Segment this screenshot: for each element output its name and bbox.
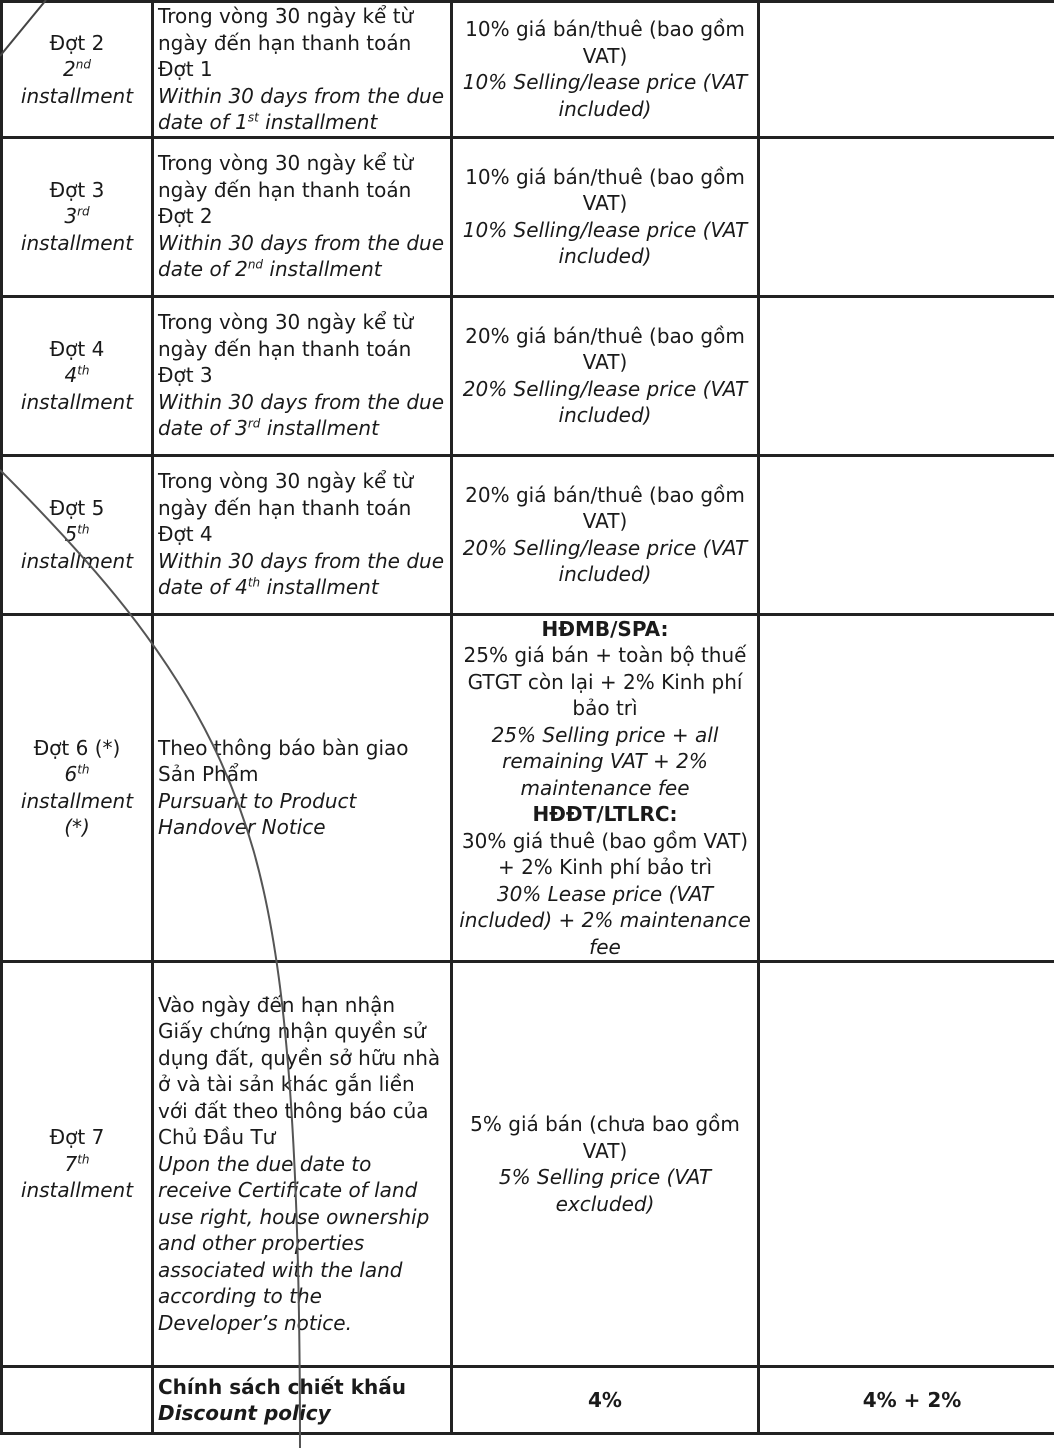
amount-cell [452,455,759,614]
amount-vi: 10% giá bán/thuê (bao gồm VAT) [465,17,745,68]
spa-en: 25% Selling price + all remaining VAT + 2% maintenance fee [491,722,719,800]
time-cell [153,455,452,614]
period-vi: Đợt 2 [49,30,105,55]
period-cell [2,614,153,962]
table-row-installment-2 [2,2,1054,138]
empty-cell [2,1367,153,1434]
period-sup: th [77,522,90,537]
amount-cell [452,137,759,296]
period-en: installment [20,788,134,813]
period-sup: rd [77,204,90,219]
amount-en: 20% Selling/lease price (VAT included) [462,535,748,586]
amount-vi: 5% giá bán (chưa bao gồm VAT) [470,1112,740,1163]
amount-cell [452,614,759,962]
time-cell [153,614,452,962]
table-row-installment-4 [2,296,1054,455]
spa-vi: 25% giá bán + toàn bộ thuế GTGT còn lại + 2% Kinh phí bảo trì [463,643,747,720]
period-en: installment [20,389,134,414]
table-row-installment-7 [2,962,1054,1367]
discount-label-cell [153,1367,452,1434]
time-vi: Trong vòng 30 ngày kể từ ngày đến hạn thanh toán Đợt 4 [158,469,414,547]
period-num: 4 [64,363,78,388]
period-vi: Đợt 4 [49,336,105,361]
empty-cell [759,137,1054,296]
time-en-suffix: installment [258,110,378,134]
time-vi: Trong vòng 30 ngày kể từ ngày đến hạn thanh toán Đợt 2 [158,151,414,229]
period-num: 5 [64,522,78,547]
period-sup: th [77,363,90,378]
time-en: Upon the due date to receive Certificate of land use right, house ownership and other properties associated with the land according to the Developer’s notice. [158,1151,430,1335]
spa-heading: HĐMB/SPA: [541,616,669,641]
time-en-sup: nd [247,257,264,272]
period-num: 2 [63,57,76,81]
amount-en: 20% Selling/lease price (VAT included) [462,376,748,427]
time-en: Within 30 days from the due date of 1 [158,83,445,134]
period-en: installment [20,230,134,255]
period-en: installment [20,1178,134,1203]
table-row-installment-6 [2,614,1054,962]
time-vi: Trong vòng 30 ngày kể từ ngày đến hạn thanh toán Đợt 3 [158,310,414,388]
lease-en: 30% Lease price (VAT included) + 2% maintenance fee [459,881,751,959]
lease-vi: 30% giá thuê (bao gồm VAT) + 2% Kinh phí bảo trì [461,828,749,879]
period-vi: Đợt 5 [49,495,105,520]
period-cell [2,296,153,455]
empty-cell [759,962,1054,1367]
period-vi: Đợt 6 (*) [33,735,121,760]
time-en-suffix: installment [263,257,382,282]
amount-en: 5% Selling price (VAT excluded) [498,1165,712,1216]
time-vi: Trong vòng 30 ngày kể từ ngày đến hạn thanh toán Đợt 1 [158,4,414,81]
time-en: Within 30 days from the due date of 3 [158,389,445,441]
time-cell [153,2,452,138]
amount-vi: 20% giá bán/thuê (bao gồm VAT) [465,482,745,533]
period-cell [2,2,153,138]
table-row-discount [2,1367,1054,1434]
time-en: Pursuant to Product Handover Notice [158,788,357,840]
time-cell [153,296,452,455]
time-en-suffix: installment [260,416,379,441]
discount-value-b-text: 4% + 2% [862,1387,962,1412]
discount-label-vi: Chính sách chiết khấu [158,1374,406,1399]
amount-en: 10% Selling/lease price (VAT included) [462,70,748,121]
table-row-installment-5 [2,455,1054,614]
table-row-installment-3 [2,137,1054,296]
empty-cell [759,296,1054,455]
amount-vi: 20% giá bán/thuê (bao gồm VAT) [465,323,745,374]
lease-heading: HĐĐT/LTLRC: [532,802,678,826]
period-en: installment [20,83,134,108]
period-cell [2,455,153,614]
time-cell [153,962,452,1367]
time-vi: Vào ngày đến hạn nhận Giấy chứng nhận quyền sử dụng đất, quyền sở hữu nhà ở và tài sản khác gắn liền với đất theo thông báo của Chủ Đầu Tư [158,992,441,1150]
amount-cell [452,2,759,138]
time-en-sup: th [247,575,261,590]
period-num: 6 [64,762,78,787]
period-cell [2,137,153,296]
period-num: 3 [64,204,78,229]
period-en: installment [20,548,134,573]
period-num: 7 [64,1151,78,1176]
empty-cell [759,455,1054,614]
period-sup: th [77,762,90,777]
time-en: Within 30 days from the due date of 4 [158,548,445,600]
discount-value-a [452,1367,759,1434]
period-vi: Đợt 3 [49,177,105,202]
period-note: (*) [64,815,90,840]
period-vi: Đợt 7 [49,1125,105,1150]
time-en-suffix: installment [260,575,379,600]
amount-en: 10% Selling/lease price (VAT included) [462,217,748,268]
amount-vi: 10% giá bán/thuê (bao gồm VAT) [465,164,745,215]
discount-value-a-text: 4% [588,1387,622,1412]
time-en-sup: st [247,110,259,125]
time-en-sup: rd [247,416,261,431]
time-vi: Theo thông báo bàn giao Sản Phẩm [158,735,409,787]
time-cell [153,137,452,296]
discount-label-en: Discount policy [158,1401,331,1425]
period-sup: th [77,1152,90,1167]
period-cell [2,962,153,1367]
empty-cell [759,614,1054,962]
amount-cell [452,296,759,455]
empty-cell [759,2,1054,138]
period-sup: nd [75,57,91,72]
discount-value-b [759,1367,1054,1434]
amount-cell [452,962,759,1367]
time-en: Within 30 days from the due date of 2 [158,230,445,282]
